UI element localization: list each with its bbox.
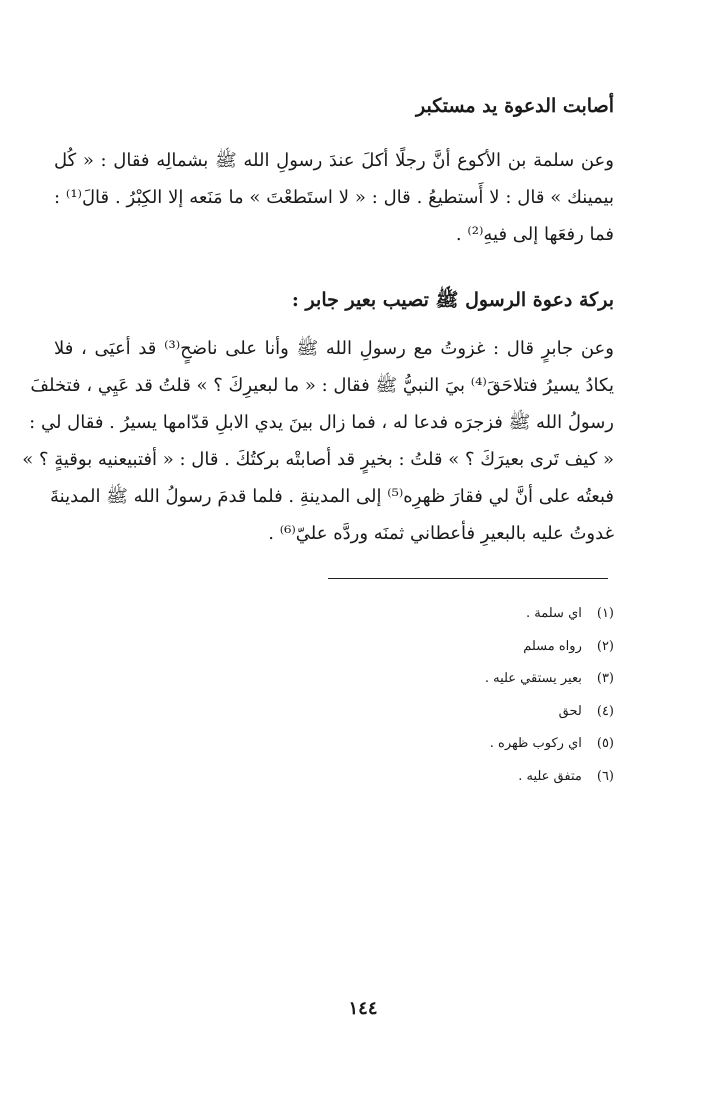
footnote-item bbox=[314, 696, 614, 729]
footnote-text: متفق عليه . bbox=[518, 768, 582, 784]
footnote-item bbox=[314, 598, 614, 631]
footnote-number: (٢) bbox=[596, 638, 614, 654]
footnote-divider bbox=[328, 578, 608, 579]
footnote-number: (٥) bbox=[596, 736, 614, 751]
paragraph-line: « كيف تَرى بعيرَكَ ؟ » قلتُ : بخيرٍ قد أصابتْه بركتُكَ . قال : « أفتبيعنيه بوقيةٍ ؟ » bbox=[22, 449, 614, 470]
section-title-jabir-camel: بركة دعوة الرسول ﷺ تصيب بعير جابر : bbox=[291, 289, 614, 311]
paragraph-line: فبعتُه على أنَّ لي فقارَ ظهرِه⁽⁵⁾ إلى المدينةِ . فلما قدمَ رسولُ الله ﷺ المدينةَ bbox=[50, 486, 614, 507]
footnotes-list bbox=[314, 598, 614, 793]
footnote-item bbox=[314, 728, 614, 761]
footnote-item bbox=[314, 631, 614, 664]
footnote-text: بعير يستقي عليه . bbox=[484, 671, 582, 686]
footnote-number: (١) bbox=[596, 606, 614, 621]
page-number: ١٤٤ bbox=[348, 998, 378, 1019]
paragraph-salama-hadith bbox=[54, 142, 614, 253]
footnote-text: اي ركوب ظهره . bbox=[489, 736, 582, 751]
paragraph-line: وعن جابرٍ قال : غزوتُ مع رسولِ الله ﷺ وأنا على ناضحٍ⁽³⁾ قد أعيَى ، فلا bbox=[54, 338, 614, 359]
paragraph-line: رسولُ الله ﷺ فزجرَه فدعا له ، فما زال بينَ يدي الابلِ قدّامها يسيرُ . فقال لي : bbox=[29, 412, 614, 433]
footnote-number: (٦) bbox=[596, 768, 614, 784]
paragraph-jabir-hadith bbox=[22, 330, 614, 552]
footnote-number: (٣) bbox=[596, 671, 614, 686]
footnote-item bbox=[314, 663, 614, 696]
footnote-number: (٤) bbox=[596, 703, 614, 719]
footnote-text: رواه مسلم bbox=[523, 638, 582, 654]
section-title-arrogant-hand: أصابت الدعوة يد مستكبر bbox=[416, 95, 614, 117]
paragraph-line: بيمينك » قال : لا أَستطيعُ . قال : « لا استَطعْتَ » ما مَنَعه إلا الكِبْرُ . قالَ⁽¹⁾ : bbox=[54, 187, 614, 208]
paragraph-line: غدوتُ عليه بالبعيرِ فأعطاني ثمنَه وردَّه عليّ⁽⁶⁾ . bbox=[268, 523, 614, 544]
paragraph-line: فما رفعَها إلى فيهِ⁽²⁾ . bbox=[455, 224, 614, 245]
footnote-item bbox=[314, 761, 614, 794]
paragraph-line: يكادُ يسيرُ فتلاحَقَ⁽⁴⁾ بيَ النبيُّ ﷺ فقال : « ما لبعيرِكَ ؟ » قلتُ قد عَيِي ، فتخلفَ bbox=[30, 375, 614, 396]
paragraph-line: وعن سلمة بن الأكوع أنَّ رجلًا أكلَ عندَ رسولِ الله ﷺ بشمالِه فقال : « كُل bbox=[54, 150, 614, 171]
footnote-text: لحق bbox=[558, 703, 582, 719]
footnote-text: اي سلمة . bbox=[525, 606, 582, 621]
